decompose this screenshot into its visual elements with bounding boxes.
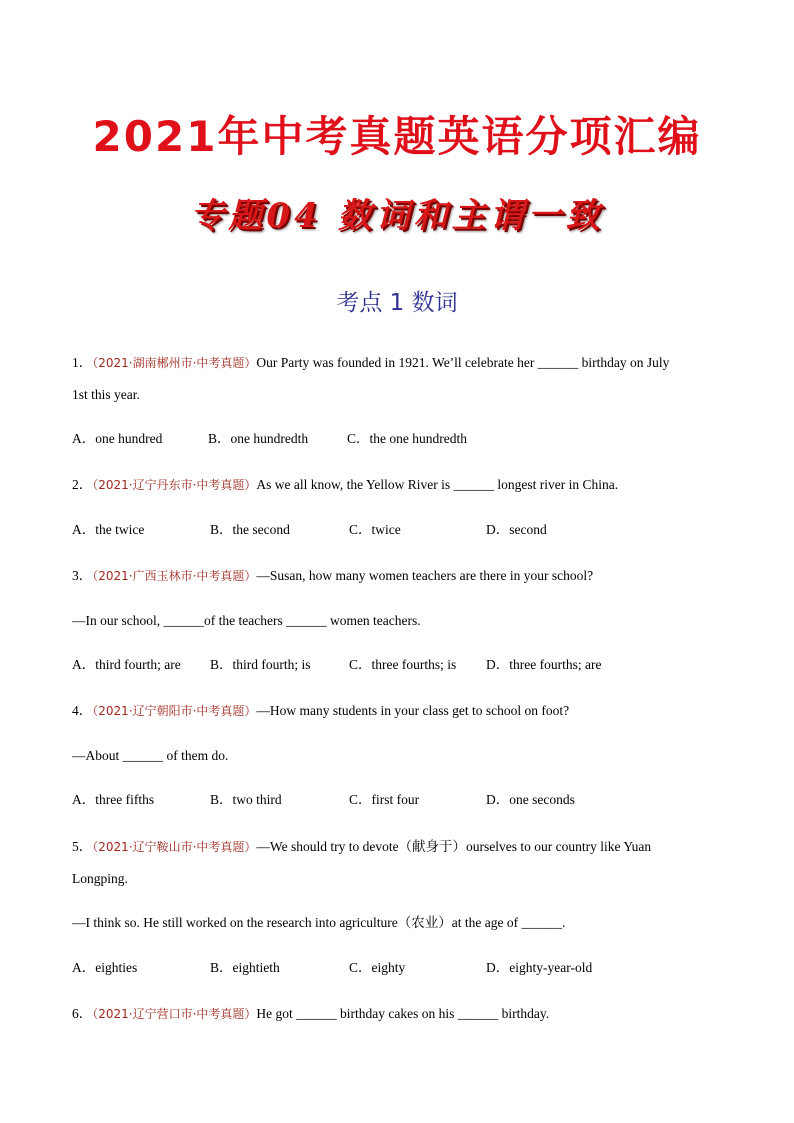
option-c[interactable]: C．the one hundredth: [347, 431, 467, 446]
question-3-line-1: [72, 560, 722, 592]
question-number: 4．: [72, 703, 93, 718]
option-b[interactable]: B．one hundredth: [208, 431, 309, 446]
question-text: —About ______ of them do.: [72, 748, 229, 763]
question-number: 6．: [72, 1006, 93, 1021]
option-d[interactable]: D．second: [486, 522, 547, 537]
question-text: —How many students in your class get to school on foot?: [256, 703, 570, 718]
question-number: 1．: [72, 355, 93, 370]
question-text: —Susan, how many women teachers are there in your school?: [256, 568, 594, 583]
question-number: 5．: [72, 839, 93, 854]
question-source: （2021·广西玉林市·中考真题）: [92, 569, 257, 583]
option-a[interactable]: A．third fourth; are: [72, 657, 181, 672]
question-3: [72, 560, 722, 592]
question-text: 1st this year.: [72, 387, 140, 402]
question-text: —In our school, ______of the teachers ______ women teachers.: [72, 613, 421, 628]
question-source: （2021·辽宁朝阳市·中考真题）: [92, 704, 257, 718]
question-6: [72, 998, 722, 1030]
question-5: [72, 831, 722, 894]
question-source: （2021·辽宁鞍山市·中考真题）: [92, 840, 257, 854]
question-5-reply: [72, 907, 722, 938]
option-d[interactable]: D．three fourths; are: [486, 657, 602, 672]
question-text: Longping.: [72, 871, 128, 886]
question-6-line-1: [72, 998, 722, 1030]
question-text: As we all know, the Yellow River is ______ longest river in China.: [256, 477, 619, 492]
option-a[interactable]: A．three fifths: [72, 792, 155, 807]
question-text: He got ______ birthday cakes on his ______ birthday.: [256, 1006, 550, 1021]
main-title: 2021年中考真题英语分项汇编: [92, 112, 702, 161]
option-c[interactable]: C．twice: [349, 522, 401, 537]
question-text: —We should try to devote（献身于）ourselves to our country like Yuan: [256, 839, 652, 854]
question-number: 3．: [72, 568, 93, 583]
question-text: —I think so. He still worked on the research into agriculture（农业）at the age of ______.: [72, 915, 566, 930]
question-source: （2021·辽宁丹东市·中考真题）: [92, 478, 257, 492]
question-1: [72, 347, 722, 410]
section-title: 考点 1 数词: [336, 290, 458, 316]
option-b[interactable]: B．third fourth; is: [210, 657, 311, 672]
option-b[interactable]: B．two third: [210, 792, 282, 807]
option-b[interactable]: B．the second: [210, 522, 290, 537]
question-5-line-1: [72, 831, 722, 863]
sub-title: 专题04 数词和主谓一致: [190, 196, 604, 236]
question-4: [72, 695, 722, 727]
question-text: Our Party was founded in 1921. We’ll celebrate her ______ birthday on July: [256, 355, 670, 370]
question-1-line-1: [72, 347, 722, 379]
option-d[interactable]: D．one seconds: [486, 792, 575, 807]
question-source: （2021·湖南郴州市·中考真题）: [92, 356, 257, 370]
question-3-reply: [72, 605, 722, 636]
option-c[interactable]: C．eighty: [349, 960, 406, 975]
option-c[interactable]: C．first four: [349, 792, 420, 807]
question-number: 2．: [72, 477, 93, 492]
option-a[interactable]: A．the twice: [72, 522, 145, 537]
question-4-line-1: [72, 695, 722, 727]
option-b[interactable]: B．eightieth: [210, 960, 280, 975]
option-d[interactable]: D．eighty-year-old: [486, 960, 593, 975]
question-source: （2021·辽宁营口市·中考真题）: [92, 1007, 257, 1021]
option-a[interactable]: A．eighties: [72, 960, 138, 975]
question-4-reply: [72, 740, 722, 771]
option-a[interactable]: A．one hundred: [72, 431, 163, 446]
question-2: [72, 469, 722, 501]
option-c[interactable]: C．three fourths; is: [349, 657, 457, 672]
question-2-line-1: [72, 469, 722, 501]
